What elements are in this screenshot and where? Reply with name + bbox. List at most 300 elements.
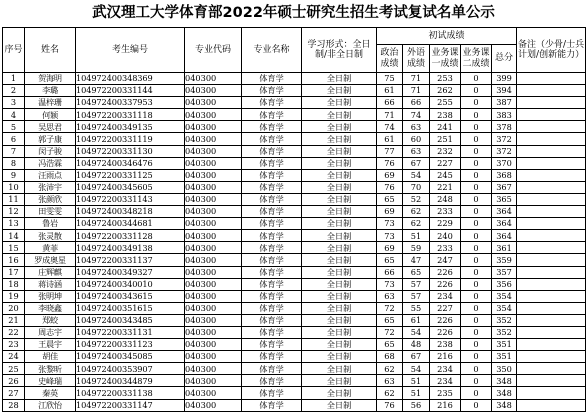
cell-course1: 247 — [430, 254, 461, 266]
cell-name: 温梓珊 — [25, 97, 76, 109]
cell-major-name: 体育学 — [242, 206, 302, 218]
cell-name: 周志宇 — [25, 326, 76, 338]
cell-study-form: 全日制 — [302, 242, 377, 254]
cell-total: 364 — [492, 218, 517, 230]
header-index: 序号 — [3, 28, 25, 73]
cell-remarks — [517, 73, 586, 85]
cell-remarks — [517, 181, 586, 193]
cell-major-code: 040300 — [185, 242, 242, 254]
cell-index: 12 — [3, 206, 25, 218]
cell-major-name: 体育学 — [242, 133, 302, 145]
cell-exam-id: 104972400348369 — [76, 73, 185, 85]
cell-course1: 233 — [430, 206, 461, 218]
cell-course1: 234 — [430, 290, 461, 302]
cell-foreign-lang: 71 — [403, 85, 430, 97]
cell-major-code: 040300 — [185, 290, 242, 302]
cell-major-code: 040300 — [185, 230, 242, 242]
cell-remarks — [517, 387, 586, 399]
cell-foreign-lang: 47 — [403, 254, 430, 266]
cell-exam-id: 104972400345605 — [76, 181, 185, 193]
cell-study-form: 全日制 — [302, 181, 377, 193]
cell-name: 郭子康 — [25, 133, 76, 145]
cell-index: 20 — [3, 302, 25, 314]
cell-course2: 0 — [461, 133, 492, 145]
cell-name: 史峰瑞 — [25, 375, 76, 387]
cell-politics: 65 — [377, 314, 403, 326]
cell-major-name: 体育学 — [242, 145, 302, 157]
table-row — [3, 290, 586, 302]
cell-major-name: 体育学 — [242, 181, 302, 193]
cell-exam-id: 104972200331119 — [76, 133, 185, 145]
table-row — [3, 73, 586, 85]
cell-politics: 61 — [377, 133, 403, 145]
cell-exam-id: 104972200331147 — [76, 399, 185, 411]
cell-name: 李璐 — [25, 85, 76, 97]
table-row — [3, 230, 586, 242]
cell-major-code: 040300 — [185, 193, 242, 205]
cell-major-code: 040300 — [185, 218, 242, 230]
cell-exam-id: 104972200331144 — [76, 85, 185, 97]
cell-study-form: 全日制 — [302, 339, 377, 351]
cell-study-form: 全日制 — [302, 278, 377, 290]
cell-course1: 226 — [430, 278, 461, 290]
cell-major-code: 040300 — [185, 387, 242, 399]
cell-remarks — [517, 302, 586, 314]
cell-foreign-lang: 65 — [403, 266, 430, 278]
cell-study-form: 全日制 — [302, 193, 377, 205]
cell-foreign-lang: 57 — [403, 290, 430, 302]
cell-index: 21 — [3, 314, 25, 326]
cell-course1: 234 — [430, 363, 461, 375]
cell-course2: 0 — [461, 121, 492, 133]
cell-total: 399 — [492, 73, 517, 85]
cell-course1: 241 — [430, 121, 461, 133]
cell-foreign-lang: 57 — [403, 278, 430, 290]
cell-major-code: 040300 — [185, 363, 242, 375]
cell-course1: 226 — [430, 266, 461, 278]
cell-index: 3 — [3, 97, 25, 109]
cell-foreign-lang: 48 — [403, 339, 430, 351]
cell-study-form: 全日制 — [302, 109, 377, 121]
cell-politics: 65 — [377, 193, 403, 205]
cell-major-name: 体育学 — [242, 314, 302, 326]
cell-name: 冯浩霖 — [25, 157, 76, 169]
cell-course2: 0 — [461, 242, 492, 254]
cell-politics: 75 — [377, 73, 403, 85]
cell-study-form: 全日制 — [302, 375, 377, 387]
cell-major-name: 体育学 — [242, 109, 302, 121]
cell-exam-id: 104972200331118 — [76, 109, 185, 121]
cell-foreign-lang: 51 — [403, 387, 430, 399]
cell-course1: 227 — [430, 157, 461, 169]
table-row — [3, 85, 586, 97]
table-row — [3, 375, 586, 387]
cell-course2: 0 — [461, 169, 492, 181]
cell-study-form: 全日制 — [302, 73, 377, 85]
cell-total: 372 — [492, 133, 517, 145]
cell-index: 19 — [3, 290, 25, 302]
cell-politics: 63 — [377, 375, 403, 387]
cell-course2: 0 — [461, 399, 492, 411]
cell-politics: 71 — [377, 109, 403, 121]
cell-course1: 251 — [430, 133, 461, 145]
cell-exam-id: 104972200331143 — [76, 193, 185, 205]
cell-major-name: 体育学 — [242, 375, 302, 387]
cell-remarks — [517, 97, 586, 109]
retest-list-table — [2, 27, 586, 412]
cell-study-form: 全日制 — [302, 121, 377, 133]
cell-index: 11 — [3, 193, 25, 205]
cell-foreign-lang: 66 — [403, 97, 430, 109]
cell-course1: 255 — [430, 97, 461, 109]
cell-major-name: 体育学 — [242, 278, 302, 290]
cell-name: 张沛宇 — [25, 181, 76, 193]
cell-politics: 69 — [377, 206, 403, 218]
cell-index: 13 — [3, 218, 25, 230]
cell-index: 15 — [3, 242, 25, 254]
cell-study-form: 全日制 — [302, 314, 377, 326]
cell-study-form: 全日制 — [302, 387, 377, 399]
cell-major-code: 040300 — [185, 121, 242, 133]
cell-exam-id: 104972400349138 — [76, 242, 185, 254]
cell-course1: 253 — [430, 73, 461, 85]
cell-course2: 0 — [461, 314, 492, 326]
table-row — [3, 326, 586, 338]
cell-major-code: 040300 — [185, 73, 242, 85]
cell-index: 22 — [3, 326, 25, 338]
cell-study-form: 全日制 — [302, 254, 377, 266]
cell-total: 356 — [492, 278, 517, 290]
table-row — [3, 242, 586, 254]
cell-foreign-lang: 54 — [403, 169, 430, 181]
table-row — [3, 181, 586, 193]
cell-total: 348 — [492, 387, 517, 399]
cell-total: 370 — [492, 157, 517, 169]
header-course1: 业务课一成绩 — [430, 45, 461, 73]
cell-course2: 0 — [461, 278, 492, 290]
cell-major-code: 040300 — [185, 181, 242, 193]
header-total: 总分 — [492, 45, 517, 73]
cell-remarks — [517, 339, 586, 351]
cell-foreign-lang: 56 — [403, 399, 430, 411]
cell-course1: 238 — [430, 339, 461, 351]
cell-course2: 0 — [461, 109, 492, 121]
cell-remarks — [517, 266, 586, 278]
header-prelim-group: 初试成绩 — [377, 28, 517, 45]
table-row — [3, 314, 586, 326]
cell-course1: 232 — [430, 145, 461, 157]
cell-index: 9 — [3, 169, 25, 181]
cell-politics: 62 — [377, 363, 403, 375]
table-row — [3, 206, 586, 218]
cell-index: 26 — [3, 375, 25, 387]
cell-major-name: 体育学 — [242, 218, 302, 230]
cell-study-form: 全日制 — [302, 363, 377, 375]
header-foreign-lang: 外语成绩 — [403, 45, 430, 73]
header-exam-id: 考生编号 — [76, 28, 185, 73]
cell-major-code: 040300 — [185, 206, 242, 218]
cell-course1: 216 — [430, 351, 461, 363]
cell-course1: 238 — [430, 109, 461, 121]
cell-course1: 221 — [430, 181, 461, 193]
cell-major-code: 040300 — [185, 326, 242, 338]
cell-remarks — [517, 85, 586, 97]
cell-major-code: 040300 — [185, 254, 242, 266]
cell-course1: 235 — [430, 387, 461, 399]
cell-foreign-lang: 62 — [403, 218, 430, 230]
cell-index: 14 — [3, 230, 25, 242]
header-name: 姓名 — [25, 28, 76, 73]
cell-course1: 233 — [430, 242, 461, 254]
cell-remarks — [517, 242, 586, 254]
table-row — [3, 109, 586, 121]
cell-politics: 72 — [377, 302, 403, 314]
cell-politics: 69 — [377, 169, 403, 181]
cell-name: 李晓鑫 — [25, 302, 76, 314]
cell-exam-id: 104972200331125 — [76, 169, 185, 181]
cell-politics: 73 — [377, 230, 403, 242]
cell-name: 鲁岩 — [25, 218, 76, 230]
cell-study-form: 全日制 — [302, 399, 377, 411]
cell-course2: 0 — [461, 375, 492, 387]
cell-total: 365 — [492, 193, 517, 205]
cell-major-name: 体育学 — [242, 97, 302, 109]
table-row — [3, 351, 586, 363]
cell-total: 387 — [492, 97, 517, 109]
cell-major-code: 040300 — [185, 278, 242, 290]
cell-remarks — [517, 363, 586, 375]
cell-exam-id: 104972200331128 — [76, 230, 185, 242]
cell-index: 18 — [3, 278, 25, 290]
cell-total: 348 — [492, 375, 517, 387]
table-row — [3, 278, 586, 290]
cell-total: 351 — [492, 339, 517, 351]
cell-major-name: 体育学 — [242, 121, 302, 133]
cell-total: 364 — [492, 230, 517, 242]
cell-major-name: 体育学 — [242, 254, 302, 266]
cell-course2: 0 — [461, 290, 492, 302]
cell-exam-id: 104972200331131 — [76, 326, 185, 338]
cell-name: 郑蛟 — [25, 314, 76, 326]
cell-major-name: 体育学 — [242, 351, 302, 363]
cell-name: 田雯雯 — [25, 206, 76, 218]
cell-major-code: 040300 — [185, 375, 242, 387]
cell-study-form: 全日制 — [302, 206, 377, 218]
header-remarks: 备注（少骨/士兵计划/创新能力） — [517, 28, 586, 73]
cell-major-name: 体育学 — [242, 157, 302, 169]
cell-major-name: 体育学 — [242, 326, 302, 338]
cell-course2: 0 — [461, 73, 492, 85]
table-row — [3, 133, 586, 145]
cell-remarks — [517, 375, 586, 387]
cell-exam-id: 104972200331130 — [76, 145, 185, 157]
cell-total: 361 — [492, 242, 517, 254]
header-politics: 政治成绩 — [377, 45, 403, 73]
table-row — [3, 387, 586, 399]
cell-remarks — [517, 290, 586, 302]
header-study-form: 学习形式：全日制/非全日制 — [302, 28, 377, 73]
cell-exam-id: 104972200331138 — [76, 387, 185, 399]
cell-name: 黄菲 — [25, 242, 76, 254]
cell-index: 16 — [3, 254, 25, 266]
cell-remarks — [517, 169, 586, 181]
cell-exam-id: 104972400343485 — [76, 314, 185, 326]
table-row — [3, 169, 586, 181]
cell-total: 354 — [492, 302, 517, 314]
cell-total: 352 — [492, 326, 517, 338]
cell-study-form: 全日制 — [302, 145, 377, 157]
cell-exam-id: 104972400337953 — [76, 97, 185, 109]
cell-name: 胡佳 — [25, 351, 76, 363]
cell-foreign-lang: 54 — [403, 363, 430, 375]
cell-course2: 0 — [461, 302, 492, 314]
cell-study-form: 全日制 — [302, 218, 377, 230]
cell-politics: 65 — [377, 339, 403, 351]
cell-study-form: 全日制 — [302, 157, 377, 169]
table-row — [3, 302, 586, 314]
cell-name: 张灵散 — [25, 230, 76, 242]
cell-course1: 227 — [430, 302, 461, 314]
cell-foreign-lang: 74 — [403, 109, 430, 121]
cell-remarks — [517, 351, 586, 363]
cell-major-name: 体育学 — [242, 363, 302, 375]
cell-total: 350 — [492, 363, 517, 375]
cell-course2: 0 — [461, 85, 492, 97]
cell-name: 秦英 — [25, 387, 76, 399]
cell-major-code: 040300 — [185, 302, 242, 314]
header-major-code: 专业代码 — [185, 28, 242, 73]
cell-exam-id: 104972200331123 — [76, 339, 185, 351]
header-course2: 业务课二成绩 — [461, 45, 492, 73]
table-row — [3, 97, 586, 109]
cell-foreign-lang: 67 — [403, 157, 430, 169]
cell-major-name: 体育学 — [242, 290, 302, 302]
table-row — [3, 145, 586, 157]
cell-major-code: 040300 — [185, 266, 242, 278]
cell-study-form: 全日制 — [302, 290, 377, 302]
cell-remarks — [517, 133, 586, 145]
cell-study-form: 全日制 — [302, 133, 377, 145]
cell-course1: 245 — [430, 169, 461, 181]
cell-major-name: 体育学 — [242, 266, 302, 278]
cell-index: 28 — [3, 399, 25, 411]
header-row — [3, 28, 586, 45]
cell-course1: 234 — [430, 375, 461, 387]
cell-foreign-lang: 51 — [403, 375, 430, 387]
cell-major-name: 体育学 — [242, 399, 302, 411]
cell-remarks — [517, 218, 586, 230]
cell-remarks — [517, 314, 586, 326]
cell-name: 张黎昕 — [25, 363, 76, 375]
cell-course2: 0 — [461, 363, 492, 375]
cell-index: 7 — [3, 145, 25, 157]
table-row — [3, 218, 586, 230]
cell-study-form: 全日制 — [302, 302, 377, 314]
cell-total: 367 — [492, 181, 517, 193]
table-row — [3, 399, 586, 411]
header-major-name: 专业名称 — [242, 28, 302, 73]
cell-index: 17 — [3, 266, 25, 278]
cell-politics: 76 — [377, 181, 403, 193]
cell-exam-id: 104972400349327 — [76, 266, 185, 278]
cell-total: 351 — [492, 351, 517, 363]
cell-politics: 73 — [377, 218, 403, 230]
cell-major-name: 体育学 — [242, 169, 302, 181]
cell-major-code: 040300 — [185, 97, 242, 109]
cell-major-code: 040300 — [185, 85, 242, 97]
cell-major-name: 体育学 — [242, 387, 302, 399]
cell-remarks — [517, 230, 586, 242]
cell-major-name: 体育学 — [242, 339, 302, 351]
cell-exam-id: 104972400343615 — [76, 290, 185, 302]
cell-total: 359 — [492, 254, 517, 266]
cell-index: 23 — [3, 339, 25, 351]
cell-politics: 66 — [377, 97, 403, 109]
cell-index: 2 — [3, 85, 25, 97]
cell-foreign-lang: 59 — [403, 242, 430, 254]
cell-name: 蒋诗涵 — [25, 278, 76, 290]
cell-remarks — [517, 193, 586, 205]
cell-total: 383 — [492, 109, 517, 121]
cell-exam-id: 104972400348218 — [76, 206, 185, 218]
page-title: 武汉理工大学体育部2022年硕士研究生招生考试复试名单公示 — [92, 5, 495, 21]
cell-politics: 74 — [377, 121, 403, 133]
cell-index: 5 — [3, 121, 25, 133]
cell-foreign-lang: 71 — [403, 73, 430, 85]
cell-total: 357 — [492, 266, 517, 278]
cell-politics: 76 — [377, 399, 403, 411]
cell-major-code: 040300 — [185, 399, 242, 411]
cell-politics: 72 — [377, 326, 403, 338]
cell-major-name: 体育学 — [242, 193, 302, 205]
cell-remarks — [517, 121, 586, 133]
cell-major-name: 体育学 — [242, 242, 302, 254]
cell-remarks — [517, 206, 586, 218]
cell-index: 8 — [3, 157, 25, 169]
cell-study-form: 全日制 — [302, 97, 377, 109]
cell-politics: 61 — [377, 85, 403, 97]
cell-course2: 0 — [461, 206, 492, 218]
table-row — [3, 363, 586, 375]
cell-course1: 216 — [430, 399, 461, 411]
cell-major-code: 040300 — [185, 157, 242, 169]
cell-study-form: 全日制 — [302, 351, 377, 363]
cell-foreign-lang: 63 — [403, 121, 430, 133]
cell-index: 1 — [3, 73, 25, 85]
cell-total: 364 — [492, 206, 517, 218]
cell-politics: 73 — [377, 278, 403, 290]
cell-index: 24 — [3, 351, 25, 363]
cell-exam-id: 104972400345085 — [76, 351, 185, 363]
cell-foreign-lang: 63 — [403, 145, 430, 157]
cell-index: 25 — [3, 363, 25, 375]
cell-major-name: 体育学 — [242, 302, 302, 314]
cell-politics: 76 — [377, 157, 403, 169]
cell-course1: 226 — [430, 314, 461, 326]
cell-name: 王晨宇 — [25, 339, 76, 351]
cell-major-name: 体育学 — [242, 73, 302, 85]
cell-foreign-lang: 51 — [403, 230, 430, 242]
cell-study-form: 全日制 — [302, 169, 377, 181]
cell-foreign-lang: 52 — [403, 193, 430, 205]
cell-foreign-lang: 55 — [403, 302, 430, 314]
cell-name: 罗成奥星 — [25, 254, 76, 266]
cell-foreign-lang: 60 — [403, 133, 430, 145]
cell-remarks — [517, 157, 586, 169]
cell-politics: 66 — [377, 266, 403, 278]
cell-major-code: 040300 — [185, 145, 242, 157]
cell-name: 张颜欣 — [25, 193, 76, 205]
